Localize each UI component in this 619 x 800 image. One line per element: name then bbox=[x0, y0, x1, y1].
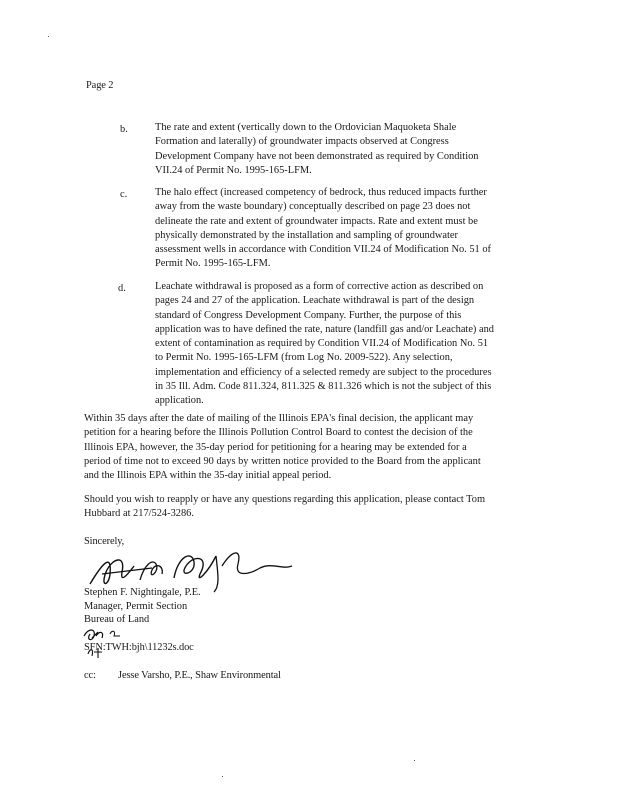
text-line: Development Company have not been demonstrated as required by Condition bbox=[155, 150, 479, 162]
text-line: The halo effect (increased competency of bedrock, thus reduced impacts further bbox=[155, 187, 487, 198]
appeal-paragraph bbox=[84, 412, 481, 483]
closing: Sincerely, bbox=[84, 536, 125, 547]
text-line: Leachate withdrawal is proposed as a form of corrective action as described on bbox=[155, 281, 484, 292]
text-line: VII.24 of Permit No. 1995-165-LFM. bbox=[155, 164, 312, 176]
item-b-letter: b. bbox=[120, 124, 128, 135]
text-line: physically demonstrated by the installation and sampling of groundwater bbox=[155, 229, 458, 241]
item-c-letter: c. bbox=[120, 189, 128, 200]
text-line: Illinois EPA, however, the 35-day period for petitioning for a hearing may be extended for a bbox=[84, 441, 467, 453]
text-line: petition for a hearing before the Illinois Pollution Control Board to contest the decision of the bbox=[84, 427, 473, 439]
text-line: The rate and extent (vertically down to the Ordovician Maquoketa Shale bbox=[155, 122, 457, 133]
text-line: and the Illinois EPA within the 35-day initial appeal period. bbox=[84, 470, 332, 482]
item-d-text bbox=[155, 280, 494, 409]
text-line: Permit No. 1995-165-LFM. bbox=[155, 258, 271, 270]
text-line: Hubbard at 217/524-3286. bbox=[84, 508, 194, 520]
text-line: implementation and efficiency of a selected remedy are subject to the procedures bbox=[155, 366, 492, 378]
file-reference: SFN:TWH:bjh\11232s.doc bbox=[84, 642, 194, 653]
text-line: standard of Congress Development Company. Further, the purpose of this bbox=[155, 309, 462, 321]
text-line: application. bbox=[155, 395, 204, 407]
signer-block bbox=[84, 586, 201, 627]
text-line: extent of contamination as required by Condition VII.24 of Modification No. 51 bbox=[155, 338, 489, 350]
text-line: pages 24 and 27 of the application. Leachate withdrawal is part of the design bbox=[155, 295, 475, 307]
item-b-text bbox=[155, 121, 478, 178]
contact-paragraph bbox=[84, 493, 485, 522]
cc-recipient: Jesse Varsho, P.E., Shaw Environmental bbox=[118, 670, 281, 681]
scan-speck bbox=[48, 36, 49, 37]
text-line: to Permit No. 1995-165-LFM (from Log No. 2009-522). Any selection, bbox=[155, 352, 453, 364]
item-d-letter: d. bbox=[118, 283, 126, 294]
text-line: away from the waste boundary) conceptually described on page 23 does not bbox=[155, 201, 471, 213]
text-line: Formation and laterally) of groundwater impacts observed at Congress bbox=[155, 136, 449, 148]
signer-title: Manager, Permit Section bbox=[84, 600, 188, 612]
text-line: delineate the rate and extent of groundwater impacts. Rate and extent must be bbox=[155, 215, 478, 227]
scan-speck bbox=[414, 760, 415, 761]
text-line: in 35 Ill. Adm. Code 811.324, 811.325 & 811.326 which is not the subject of this bbox=[155, 381, 492, 393]
text-line: period of time not to exceed 90 days by written notice provided to the Board from the applicant bbox=[84, 455, 481, 467]
text-line: application was to have defined the rate, nature (landfill gas and/or Leachate) and bbox=[155, 323, 494, 335]
signer-org: Bureau of Land bbox=[84, 614, 150, 626]
page-number: Page 2 bbox=[86, 80, 114, 91]
signer-name: Stephen F. Nightingale, P.E. bbox=[84, 587, 201, 598]
item-c-text bbox=[155, 186, 491, 272]
text-line: Within 35 days after the date of mailing of the Illinois EPA's final decision, the applicant may bbox=[84, 413, 474, 424]
text-line: Should you wish to reapply or have any questions regarding this application, please contact Tom bbox=[84, 494, 486, 505]
scan-speck bbox=[222, 776, 223, 777]
cc-label: cc: bbox=[84, 670, 96, 681]
text-line: assessment wells in accordance with Condition VII.24 of Modification No. 51 of bbox=[155, 244, 491, 256]
